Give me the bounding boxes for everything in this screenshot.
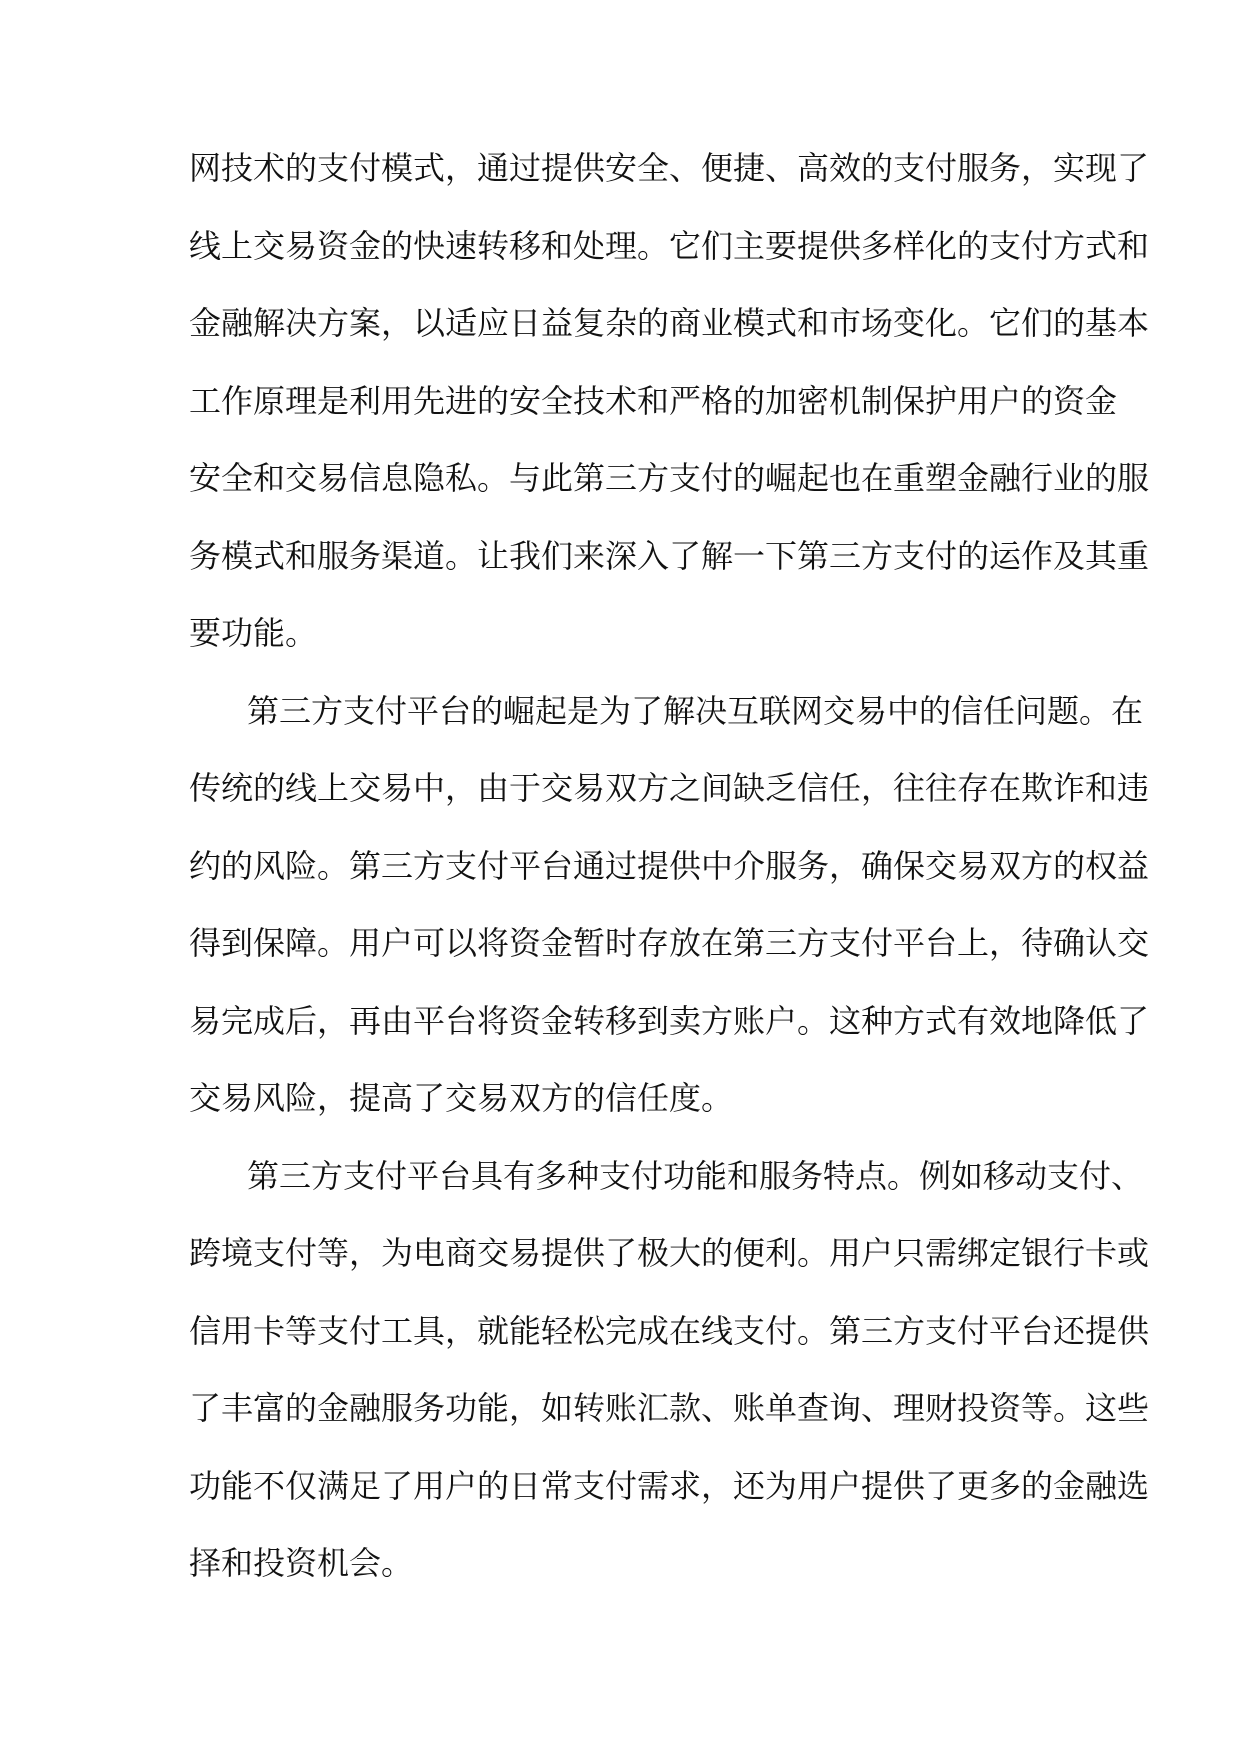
paragraph-line: 传统的线上交易中，由于交易双方之间缺乏信任，往往存在欺诈和违 bbox=[189, 769, 1150, 807]
paragraph-1 bbox=[189, 130, 1150, 673]
paragraph-line: 跨境支付等，为电商交易提供了极大的便利。用户只需绑定银行卡或 bbox=[189, 1234, 1150, 1272]
paragraph-line: 了丰富的金融服务功能，如转账汇款、账单查询、理财投资等。这些 bbox=[189, 1389, 1150, 1427]
paragraph-line: 交易风险，提高了交易双方的信任度。 bbox=[189, 1079, 734, 1117]
paragraph-line: 线上交易资金的快速转移和处理。它们主要提供多样化的支付方式和 bbox=[189, 226, 1150, 265]
paragraph-line: 要功能。 bbox=[189, 614, 318, 652]
paragraph-line: 工作原理是利用先进的安全技术和严格的加密机制保护用户的资金 bbox=[189, 381, 1118, 420]
paragraph-line: 务模式和服务渠道。让我们来深入了解一下第三方支付的运作及其重 bbox=[189, 536, 1150, 575]
paragraph-line: 易完成后，再由平台将资金转移到卖方账户。这种方式有效地降低了 bbox=[189, 1001, 1150, 1040]
paragraph-line: 金融解决方案，以适应日益复杂的商业模式和市场变化。它们的基本 bbox=[189, 304, 1150, 342]
paragraph-2 bbox=[189, 673, 1150, 1138]
paragraph-line: 约的风险。第三方支付平台通过提供中介服务，确保交易双方的权益 bbox=[189, 846, 1150, 885]
paragraph-3 bbox=[189, 1138, 1150, 1603]
paragraph-first-line: 第三方支付平台的崛起是为了解决互联网交易中的信任问题。在 bbox=[247, 691, 1144, 730]
paragraph-line: 安全和交易信息隐私。与此第三方支付的崛起也在重塑金融行业的服 bbox=[189, 459, 1150, 497]
paragraph-line: 功能不仅满足了用户的日常支付需求，还为用户提供了更多的金融选 bbox=[189, 1466, 1150, 1505]
paragraph-first-line: 第三方支付平台具有多种支付功能和服务特点。例如移动支付、 bbox=[247, 1156, 1144, 1195]
body-text bbox=[189, 130, 1150, 1603]
paragraph-line: 择和投资机会。 bbox=[189, 1544, 414, 1582]
paragraph-line: 信用卡等支付工具，就能轻松完成在线支付。第三方支付平台还提供 bbox=[189, 1311, 1150, 1350]
paragraph-line: 网技术的支付模式，通过提供安全、便捷、高效的支付服务，实现了 bbox=[189, 149, 1150, 187]
paragraph-line: 得到保障。用户可以将资金暂时存放在第三方支付平台上，待确认交 bbox=[189, 924, 1150, 962]
